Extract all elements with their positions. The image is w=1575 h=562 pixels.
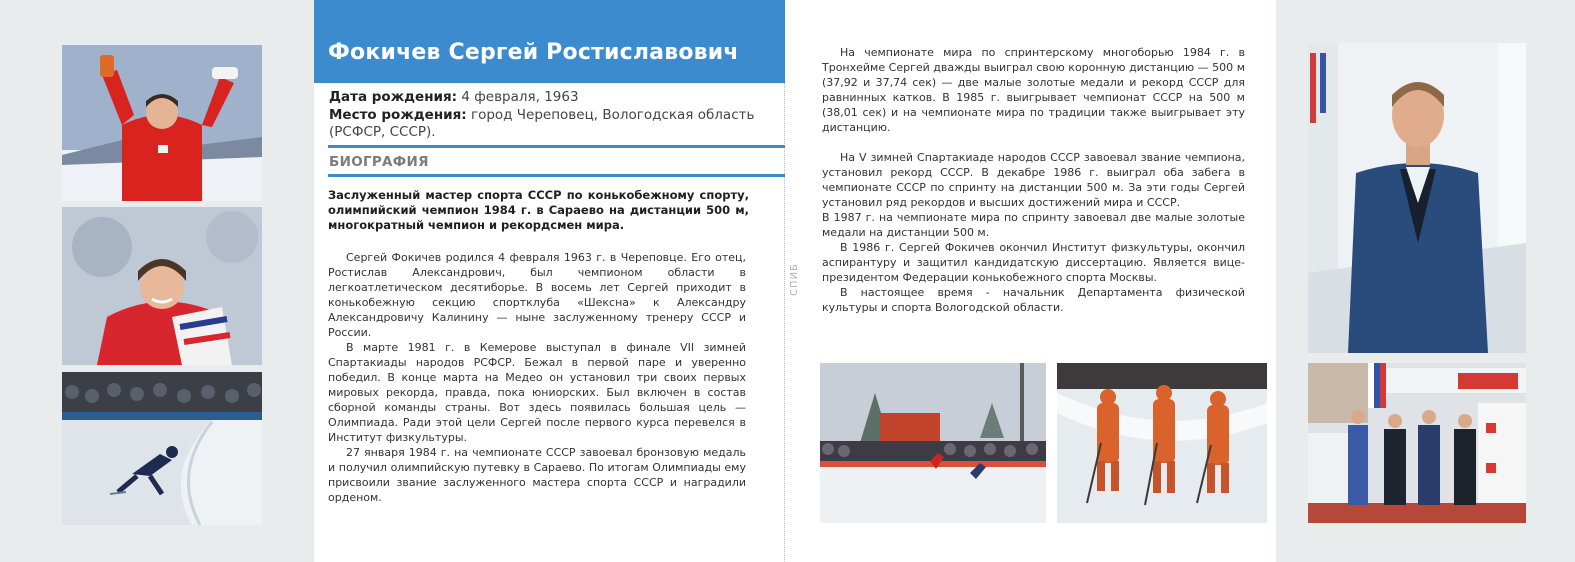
biography-lead: Заслуженный мастер спорта СССР по конькобежному спорту, олимпийский чемпион 1984 г. в Сараево на дистанции 500 м, многократный чемпион и рекордсмен мира.: [328, 188, 749, 232]
page-gutter: [784, 0, 785, 562]
biography-paragraph: В 1986 г. Сергей Фокичев окончил Институт физкультуры, окончил аспирантуру и защитил кандидатскую диссертацию. Является вице-президентом Федерации конькобежного спорта Москвы.: [822, 241, 1245, 284]
biography-top-rule: [328, 145, 785, 148]
skater-celebrating-photo: [62, 45, 262, 201]
biography-paragraph: Сергей Фокичев родился 4 февраля 1963 г. в Череповце. Его отец, Ростислав Александрович, был чемпионом области в легкоатлетическом десятиборье. В восемь лет Сергей приходит в конькобежную секцию спортклуба «Шексна» к Александру Александровичу Калинину — ныне заслуженному тренеру СССР и России.: [328, 251, 746, 339]
ceremony-group-photo: [1308, 363, 1526, 523]
biography-paragraph: В настоящее время ‑ начальник Департамента физической культуры и спорта Вологодской области.: [822, 286, 1245, 314]
biography-paragraph: 27 января 1984 г. на чемпионате СССР завоевал бронзовую медаль и получил олимпийскую путевку в Сараево. По итогам Олимпиады ему присвоили звание заслуженного мастера спорта СССР и наградили орденом.: [328, 446, 746, 504]
biography-right-column: [822, 45, 1245, 315]
ice-cleaning-crew-photo: [1057, 363, 1267, 523]
person-meta: [329, 89, 769, 142]
biography-paragraph: На V зимней Спартакиаде народов СССР завоевал звание чемпиона, установил рекорд СССР. В декабре 1986 г. выиграл оба забега в чемпионате СССР по спринту на дистанции 500 м. За эти годы Сергей установил ряд рекордов и высших достижений мира и СССР.: [822, 151, 1245, 209]
biography-paragraph: В марте 1981 г. в Кемерове выступал в финале VII зимней Спартакиады народов РСФСР. Бежал в первой паре и уверенно победил. В конце марта на Медео он установил три своих первых мировых рекорда, правда, пока юниорских. Был включен в состав сборной команды страны. Вот здесь появилась большая цель — Олимпиада. Ради этой цели Сергей после первого курса перевелся в Институт физкультуры.: [328, 341, 746, 444]
birth-place-label: Место рождения:: [329, 106, 467, 123]
birth-date-value: 4 февраля, 1963: [461, 89, 579, 105]
stadium-race-photo: [820, 363, 1046, 523]
biography-bottom-rule: [328, 174, 785, 177]
birth-date-label: Дата рождения:: [329, 89, 458, 105]
birth-place-row: [329, 107, 769, 142]
businessman-portrait-photo: [1308, 43, 1526, 353]
birth-date-row: [329, 89, 769, 107]
biography-heading: БИОГРАФИЯ: [329, 154, 429, 170]
person-name-title: Фокичев Сергей Ростиславович: [328, 40, 739, 65]
biography-paragraph: На чемпионате мира по спринтерскому многоборью 1984 г. в Тронхейме Сергей дважды выиграл свою коронную дистанцию — 500 м (37,92 и 37,74 сек) — две малые золотые медали и рекорд СССР для равнинных катков. В 1985 г. выигрывает чемпионат СССР на 500 м (38,01 сек) и на чемпионате мира по традиции также выигрывает эту дистанцию.: [822, 46, 1245, 134]
biography-paragraph: В 1987 г. на чемпионате мира по спринту завоевал две малые золотые медали на дистанции 500 м.: [822, 211, 1245, 239]
biography-left-column: [328, 250, 746, 505]
birth-place-value: город Череповец, Вологодская область (РСФСР, СССР).: [329, 106, 755, 140]
gutter-label: СПИБ: [788, 263, 800, 296]
speed-skating-race-photo: [62, 372, 262, 525]
skater-portrait-photo: [62, 207, 262, 365]
